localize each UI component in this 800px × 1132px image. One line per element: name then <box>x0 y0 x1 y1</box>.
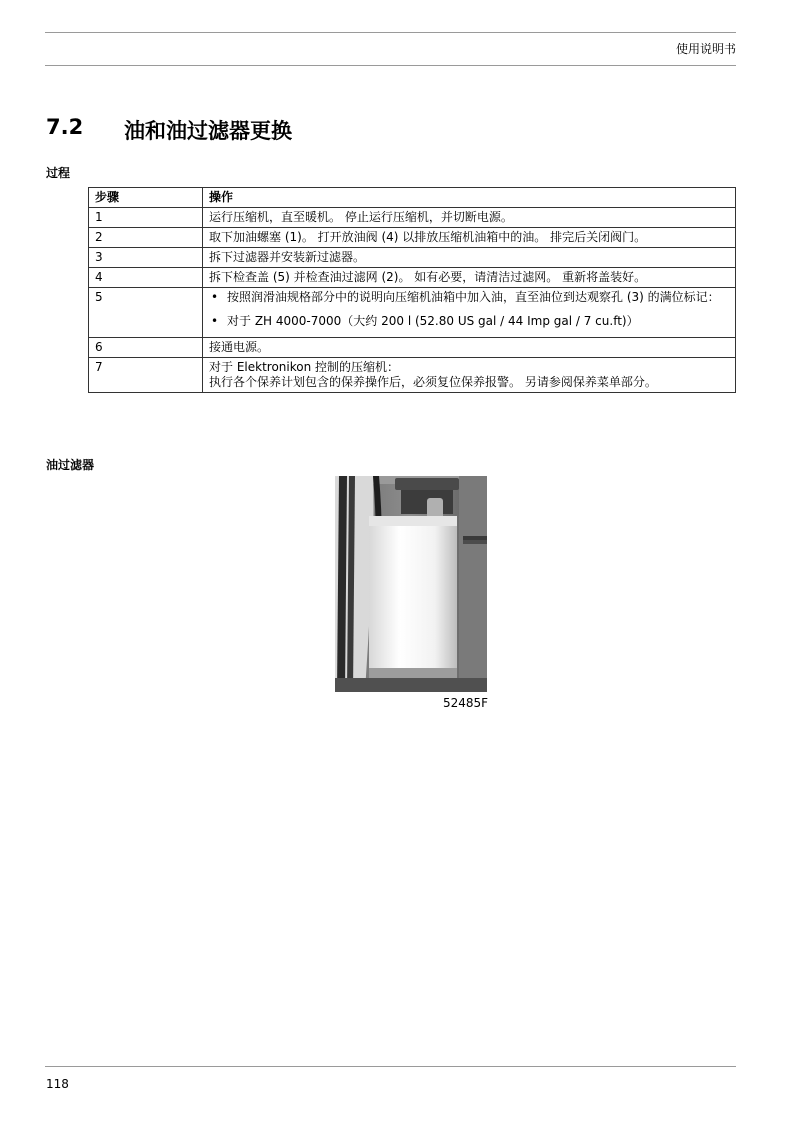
table-row <box>89 358 736 393</box>
table-row <box>89 208 736 228</box>
table-row <box>89 288 736 338</box>
figure-id-label: 52485F <box>443 696 489 710</box>
bullet-item: • 按照润滑油规格部分中的说明向压缩机油箱中加入油，直至油位到达观察孔 (3) 的满位标记： <box>209 290 729 305</box>
bullet-list <box>209 290 729 329</box>
section-number: 7.2 <box>46 115 84 139</box>
step-number: 3 <box>89 248 203 268</box>
header-rule-bottom <box>45 65 736 66</box>
header-rule-top <box>45 32 736 33</box>
section-title: 油和油过滤器更换 <box>124 119 292 143</box>
step-action: 拆下检查盖 (5) 并检查油过滤网 (2)。 如有必要，请清洁过滤网。 重新将盖装好。 <box>203 268 736 288</box>
step-number: 4 <box>89 268 203 288</box>
step-number: 5 <box>89 288 203 338</box>
column-header-action: 操作 <box>203 188 736 208</box>
step-action <box>203 358 736 393</box>
bullet-item: • 对于 ZH 4000-7000（大约 200 l (52.80 US gal / 44 Imp gal / 7 cu.ft)） <box>209 314 729 329</box>
step-action: 运行压缩机，直至暖机。 停止运行压缩机，并切断电源。 <box>203 208 736 228</box>
column-header-step: 步骤 <box>89 188 203 208</box>
table-row <box>89 268 736 288</box>
procedure-heading: 过程 <box>46 166 71 180</box>
step-number: 2 <box>89 228 203 248</box>
step-action-line: 对于 Elektronikon 控制的压缩机： <box>209 360 400 374</box>
step-action: 拆下过滤器并安装新过滤器。 <box>203 248 736 268</box>
footer-rule <box>45 1066 736 1067</box>
page-number: 118 <box>46 1077 69 1091</box>
step-number: 7 <box>89 358 203 393</box>
step-number: 1 <box>89 208 203 228</box>
table-row <box>89 338 736 358</box>
oil-filter-photo <box>335 476 487 692</box>
step-action: 接通电源。 <box>203 338 736 358</box>
table-row <box>89 248 736 268</box>
table-header-row <box>89 188 736 208</box>
procedure-table <box>88 187 736 393</box>
step-action-line: 执行各个保养计划包含的保养操作后，必须复位保养报警。 另请参阅保养菜单部分。 <box>209 375 657 389</box>
document-title: 使用说明书 <box>675 42 736 56</box>
step-action <box>203 288 736 338</box>
step-number: 6 <box>89 338 203 358</box>
figure-heading: 油过滤器 <box>46 458 95 472</box>
table-row <box>89 228 736 248</box>
step-action: 取下加油螺塞 (1)。 打开放油阀 (4) 以排放压缩机油箱中的油。 排完后关闭阀门。 <box>203 228 736 248</box>
